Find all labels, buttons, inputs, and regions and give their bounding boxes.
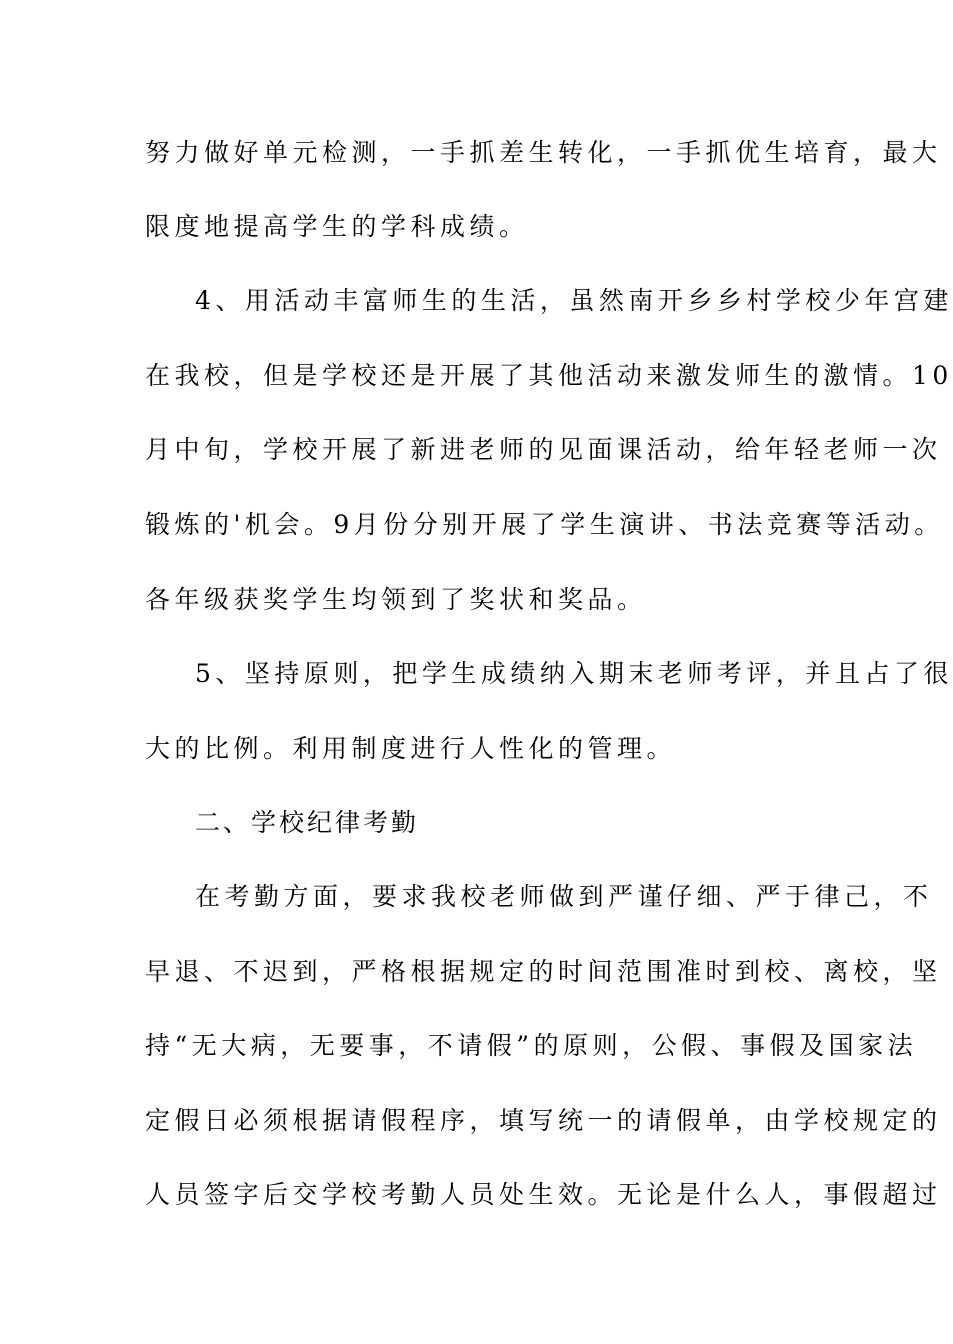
text-line: 在我校，但是学校还是开展了其他活动来激发师生的激情。10 [145,361,953,390]
text-line: 4、用活动丰富师生的生活，虽然南开乡乡村学校少年宫建 [195,286,953,315]
text-line: 定假日必须根据请假程序，填写统一的请假单，由学校规定的 [145,1106,942,1135]
text-line: 限度地提高学生的学科成绩。 [145,212,529,241]
text-line: 5、坚持原则，把学生成绩纳入期末老师考评，并且占了很 [195,659,953,688]
text-line: 大的比例。利用制度进行人性化的管理。 [145,734,677,763]
text-line: 早退、不迟到，严格根据规定的时间范围准时到校、离校，坚 [145,957,942,986]
text-line: 月中旬，学校开展了新进老师的见面课活动，给年轻老师一次 [145,435,942,464]
text-line: 人员签字后交学校考勤人员处生效。无论是什么人，事假超过 [145,1180,942,1209]
text-line: 持“无大病，无要事，不请假”的原则，公假、事假及国家法 [145,1031,918,1060]
text-line: 努力做好单元检测，一手抓差生转化，一手抓优生培育，最大 [145,138,942,167]
text-line: 在考勤方面，要求我校老师做到严谨仔细、严于律己，不 [195,882,933,911]
section-heading: 二、学校纪律考勤 [195,808,420,837]
text-line: 各年级获奖学生均领到了奖状和奖品。 [145,585,647,614]
text-line: 锻炼的'机会。9月份分别开展了学生演讲、书法竞赛等活动。 [145,510,944,539]
